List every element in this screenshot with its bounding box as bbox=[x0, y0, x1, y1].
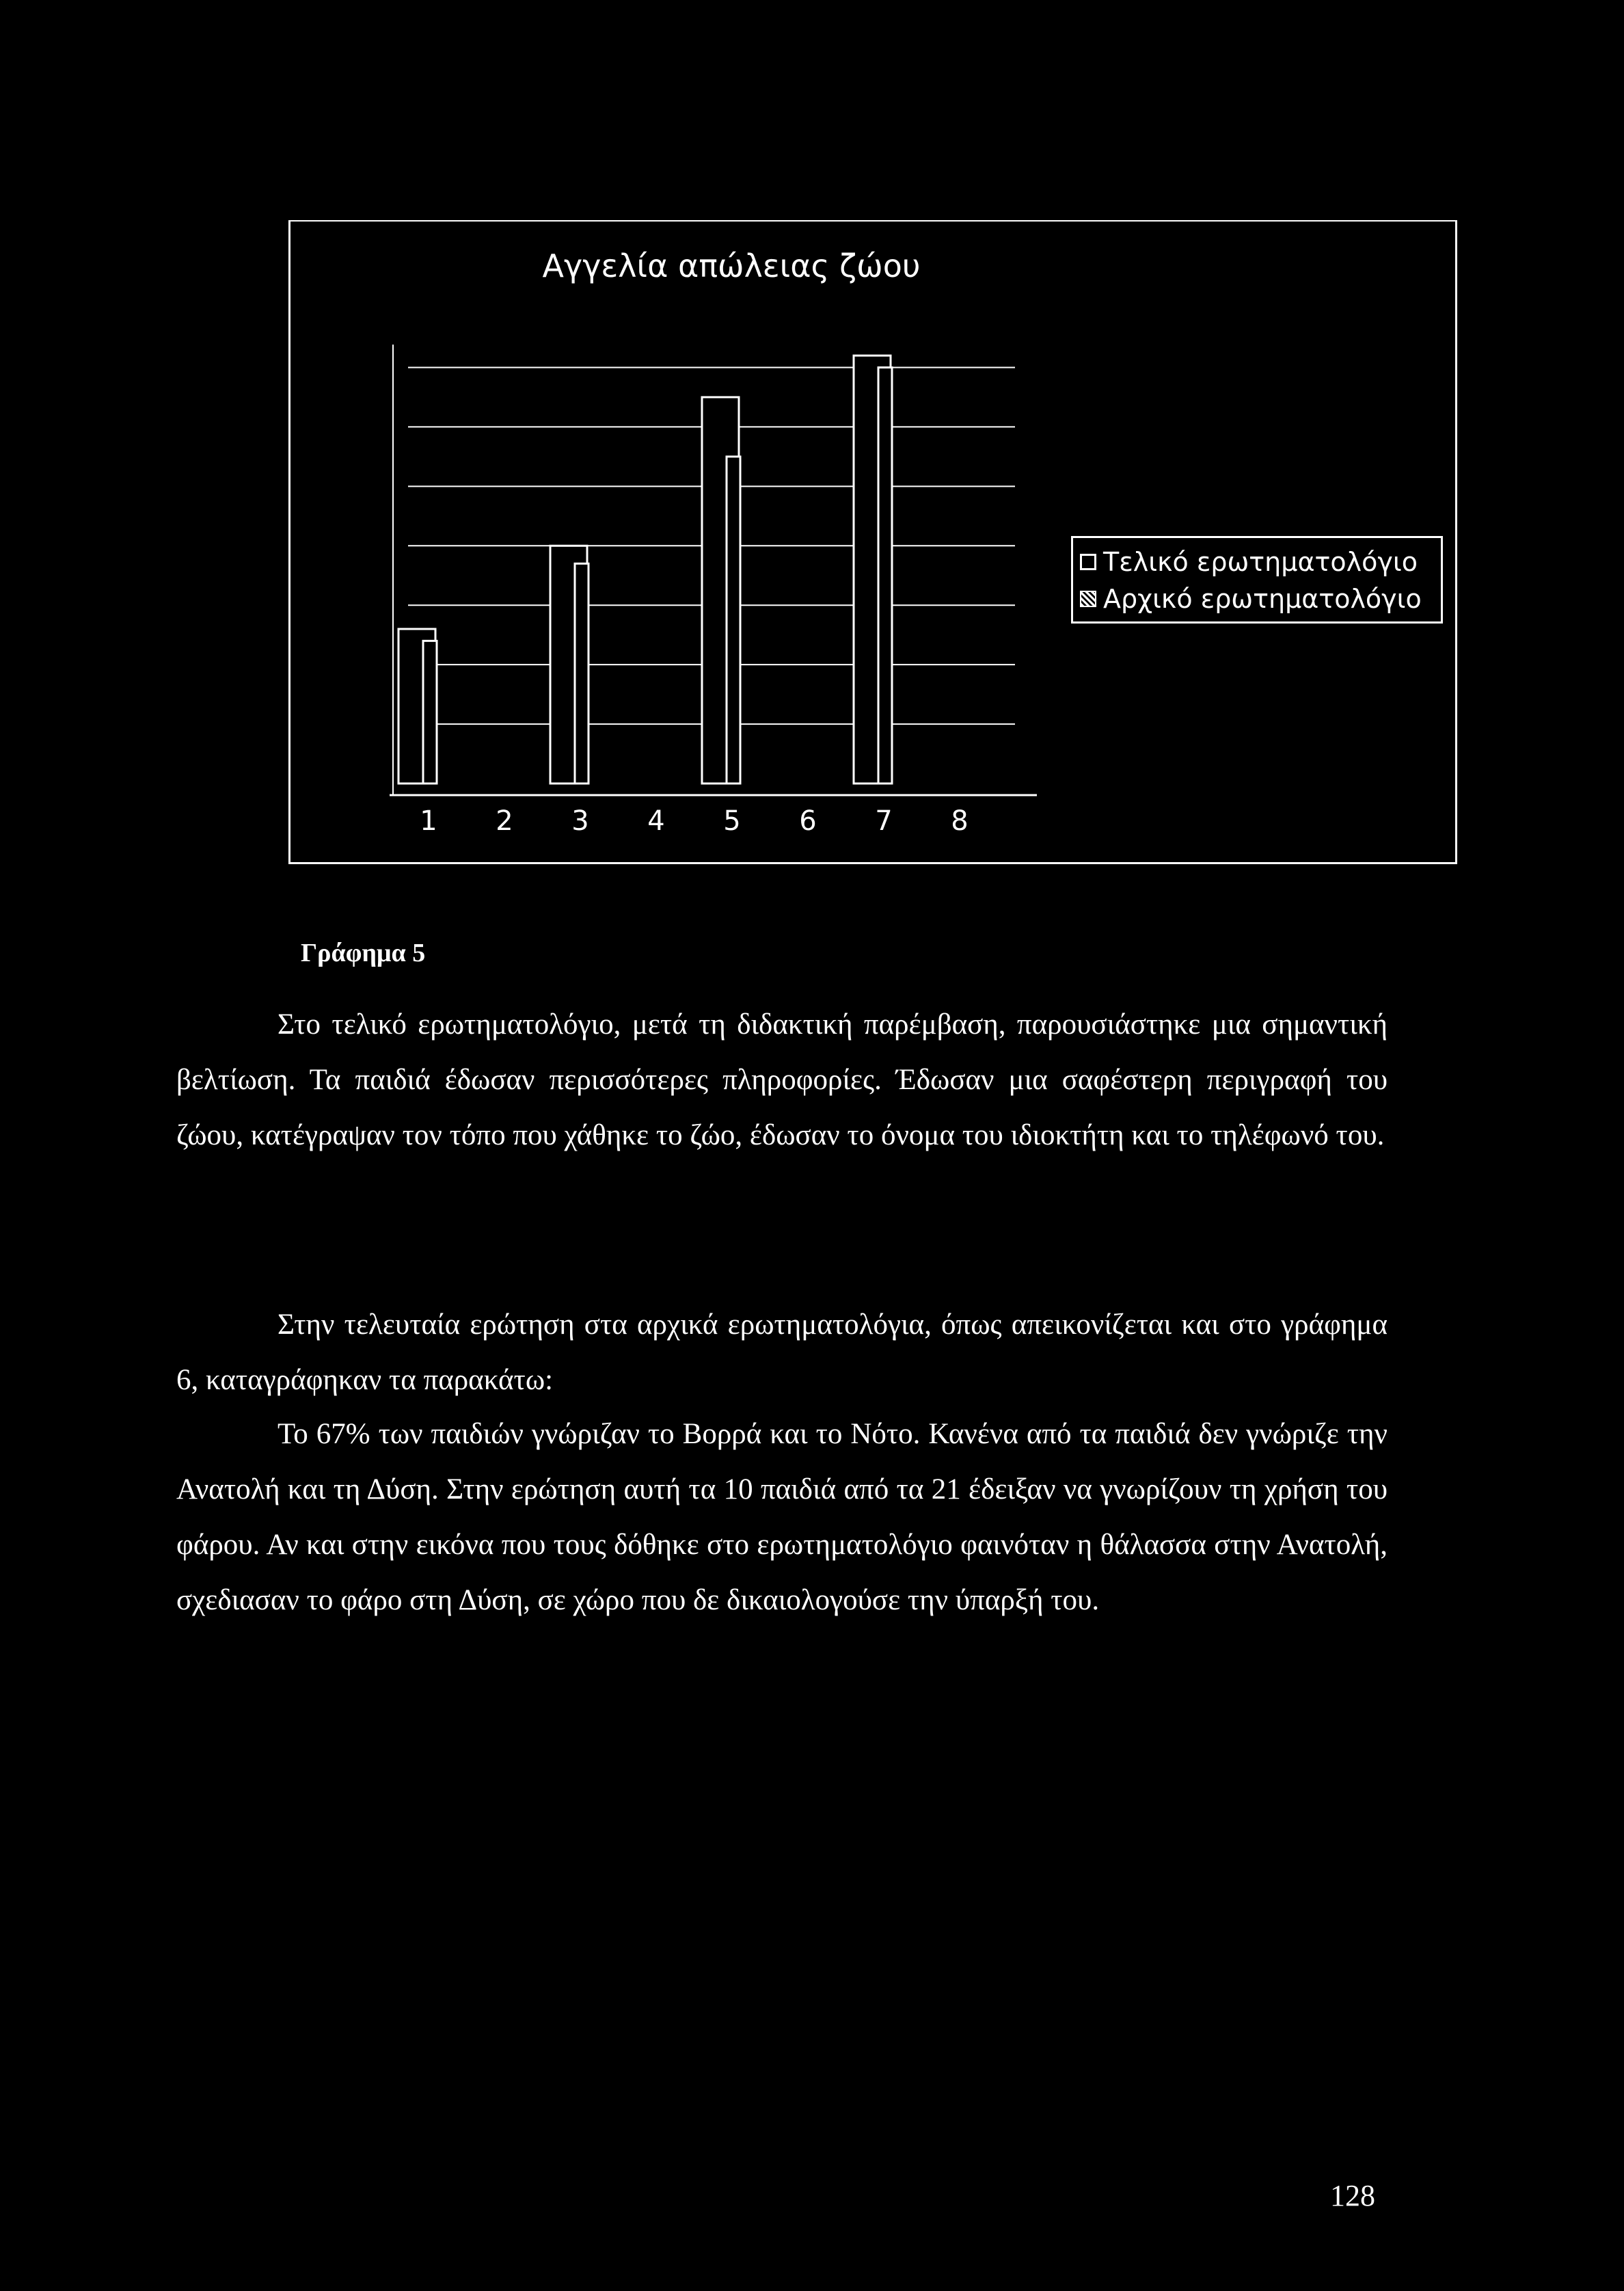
x-tick-label-1: 1 bbox=[420, 805, 437, 837]
legend-entry-initial bbox=[1080, 580, 1434, 617]
x-tick-label-7: 7 bbox=[875, 805, 893, 837]
x-tick-label-2: 2 bbox=[496, 805, 513, 837]
legend-entry-final bbox=[1080, 544, 1434, 580]
x-tick-label-4: 4 bbox=[647, 805, 665, 837]
chart-frame bbox=[288, 220, 1457, 864]
page-number: 128 bbox=[1330, 2179, 1375, 2212]
bar-initial-7 bbox=[878, 367, 892, 783]
x-tick-label-8: 8 bbox=[951, 805, 969, 837]
bar-initial-5 bbox=[727, 457, 740, 783]
legend-label-final: Τελικό ερωτηματολόγιο bbox=[1103, 547, 1418, 577]
legend-swatch-initial bbox=[1080, 591, 1096, 607]
x-tick-label-6: 6 bbox=[799, 805, 817, 837]
figure-caption: Γράφημα 5 bbox=[301, 939, 426, 967]
x-tick-labels bbox=[420, 805, 968, 837]
chart-legend bbox=[1071, 536, 1443, 624]
x-tick-label-5: 5 bbox=[723, 805, 741, 837]
bars bbox=[398, 356, 892, 783]
bar-initial-1 bbox=[423, 641, 437, 783]
chart-title: Αγγελία απώλειας ζώου bbox=[542, 247, 921, 284]
paragraph-2: Στην τελευταία ερώτηση στα αρχικά ερωτηματολόγια, όπως απεικονίζεται και στο γράφημα 6, καταγράφηκαν τα παρακάτω: bbox=[176, 1309, 1388, 1396]
legend-swatch-final bbox=[1080, 554, 1096, 570]
paragraph-3: Το 67% των παιδιών γνώριζαν το Βορρά και το Νότο. Κανένα από τα παιδιά δεν γνώριζε την Ανατολή και τη Δύση. Στην ερώτηση αυτή τα 10 παιδιά από τα 21 έδειξαν να γνωρίζουν τη χρήση του φάρου. Αν και στην εικόνα που τους δόθηκε στο ερωτηματολόγιο φαινόταν η θάλασσα στην Ανατολή, σχεδιασαν το φάρο στη Δύση, σε χώρο που δε δικαιολογούσε την ύπαρξή του. bbox=[176, 1418, 1388, 1616]
bar-initial-3 bbox=[575, 563, 588, 783]
paragraph-1: Στο τελικό ερωτηματολόγιο, μετά τη διδακτική παρέμβαση, παρουσιάστηκε μια σημαντική βελτίωση. Τα παιδιά έδωσαν περισσότερες πληροφορίες. Έδωσαν μια σαφέστερη περιγραφή του ζώου, κατέγραψαν τον τόπο που χάθηκε το ζώο, έδωσαν το όνομα του ιδιοκτήτη και το τηλέφωνό του. bbox=[176, 1008, 1388, 1151]
legend-label-initial: Αρχικό ερωτηματολόγιο bbox=[1103, 584, 1422, 614]
x-tick-label-3: 3 bbox=[571, 805, 589, 837]
